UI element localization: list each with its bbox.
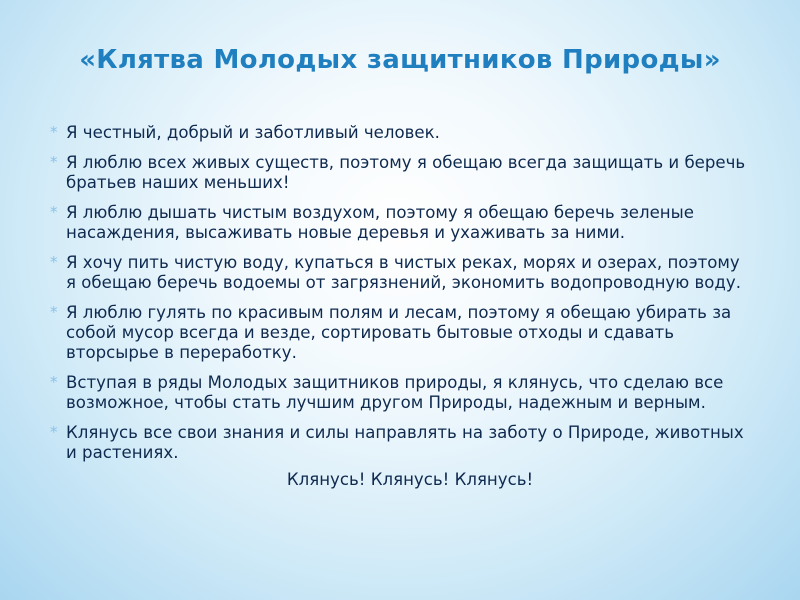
list-item-text: Я честный, добрый и заботливый человек. (66, 123, 440, 142)
bullet-icon: * (50, 423, 58, 441)
bullet-icon: * (50, 253, 58, 271)
list-item-text: Я люблю гулять по красивым полям и лесам, поэтому я обещаю убирать за собой мусор всегда и везде, сортировать бытовые отходы и сдавать вторсырье в переработку. (66, 303, 732, 362)
bullet-icon: * (50, 203, 58, 221)
list-item (46, 153, 752, 193)
list-item (46, 303, 752, 363)
slide-title: «Клятва Молодых защитников Природы» (79, 45, 721, 75)
list-item-text: Вступая в ряды Молодых защитников природы, я клянусь, что сделаю все возможное, чтобы стать лучшим другом Природы, надежным и верным. (66, 373, 724, 412)
list-item (46, 253, 752, 293)
bullet-icon: * (50, 123, 58, 141)
list-item (46, 373, 752, 413)
bullet-icon: * (50, 373, 58, 391)
list-item-text: Клянусь все свои знания и силы направлять на заботу о Природе, животных и растениях. (66, 423, 744, 462)
list-item (46, 203, 752, 243)
list-item-text: Я хочу пить чистую воду, купаться в чистых реках, морях и озерах, поэтому я обещаю беречь водоемы от загрязнений, экономить водопроводную воду. (66, 253, 741, 292)
list-item (46, 423, 752, 463)
bullet-icon: * (50, 303, 58, 321)
closing-line: Клянусь! Клянусь! Клянусь! (286, 470, 534, 489)
list-item-text: Я люблю дышать чистым воздухом, поэтому я обещаю беречь зеленые насаждения, высаживать новые деревья и ухаживать за ними. (66, 203, 694, 242)
list-item (46, 123, 752, 143)
oath-text (46, 123, 752, 490)
bullet-icon: * (50, 153, 58, 171)
list-item-text: Я люблю всех живых существ, поэтому я обещаю всегда защищать и беречь братьев наших меньших! (66, 153, 746, 192)
